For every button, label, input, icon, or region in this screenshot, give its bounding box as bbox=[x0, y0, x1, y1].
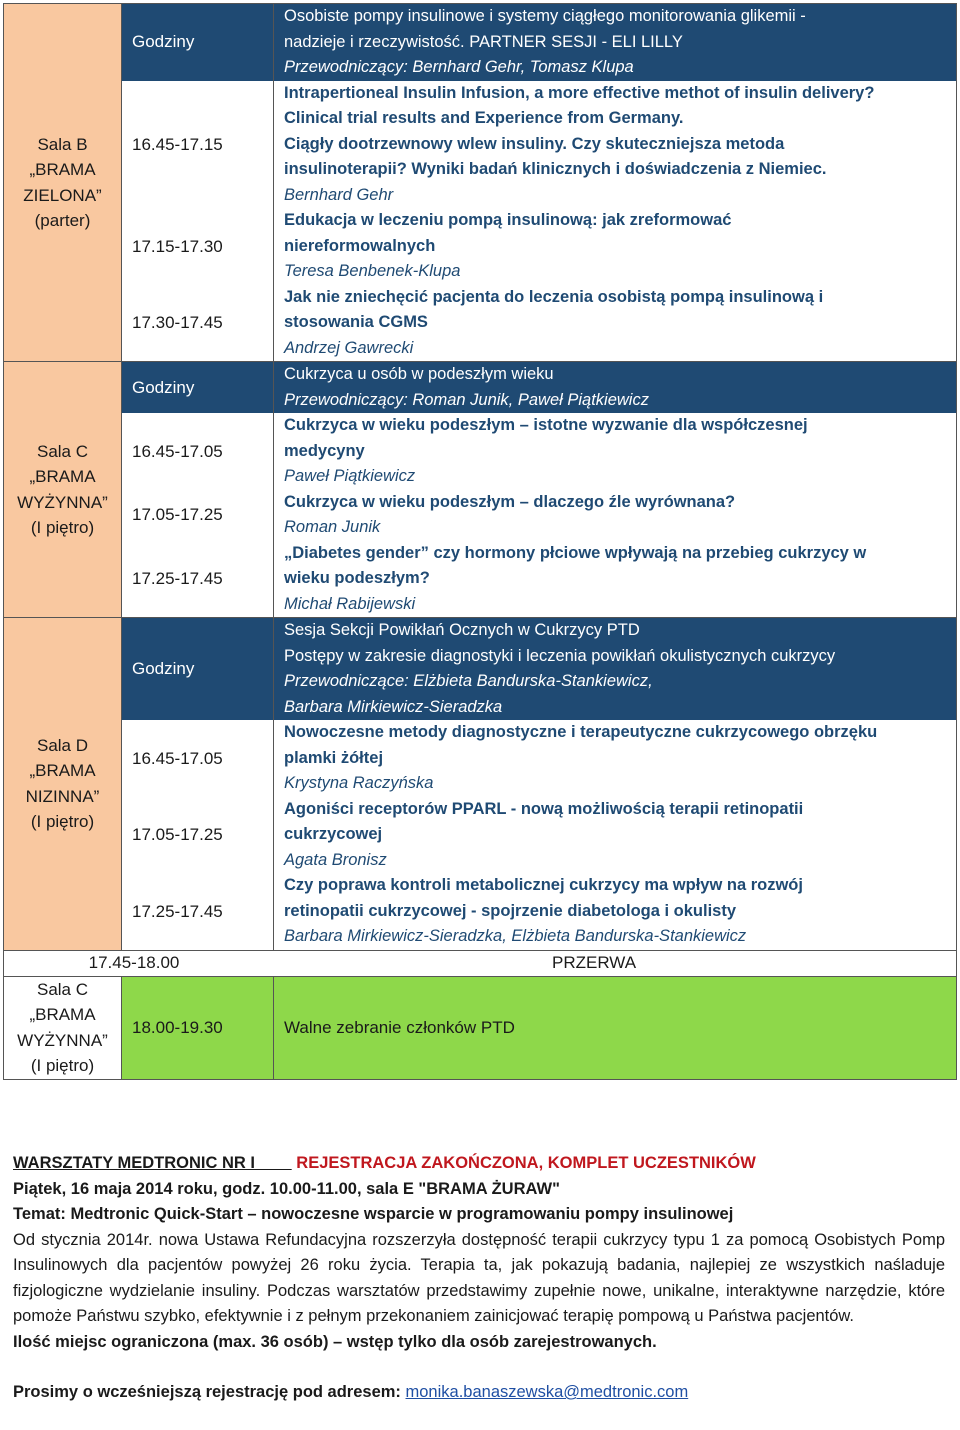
room-label-line: „BRAMA bbox=[29, 160, 96, 179]
talk-time: 16.45-17.05 bbox=[132, 441, 223, 461]
workshop-limit: Ilość miejsc ograniczona (max. 36 osób) – wstęp tylko dla osób zarejestrowanych. bbox=[13, 1332, 657, 1351]
talk-speaker: Barbara Mirkiewicz-Sieradzka, Elżbieta Bandurska-Stankiewicz bbox=[284, 927, 747, 945]
room-label-line: (I piętro) bbox=[30, 518, 95, 537]
hours-header: Godziny bbox=[122, 618, 273, 720]
talk-speaker: Roman Junik bbox=[284, 518, 381, 536]
room-label-line: Sala D bbox=[36, 735, 89, 755]
time-column bbox=[122, 618, 274, 951]
session-header-line: Barbara Mirkiewicz-Sieradzka bbox=[274, 695, 956, 721]
session-block bbox=[4, 4, 957, 362]
talk-title-line: retinopatii cukrzycowej - spojrzenie diabetologa i okulisty bbox=[284, 901, 737, 920]
hours-header: Godziny bbox=[122, 362, 273, 413]
meeting-row bbox=[4, 976, 957, 1079]
talk-time: 16.45-17.15 bbox=[132, 134, 223, 154]
room-label-line: NIZINNA” bbox=[25, 786, 100, 806]
talk-title-line: Edukacja w leczeniu pompą insulinową: jak zreformować bbox=[284, 211, 732, 229]
talk-speaker: Teresa Benbenek-Klupa bbox=[284, 262, 461, 280]
talk-title-line: Cukrzyca w wieku podeszłym – dlaczego źle wyrównana? bbox=[284, 492, 736, 511]
program-lines bbox=[274, 362, 956, 617]
registration-email-link[interactable]: monika.banaszewska@medtronic.com bbox=[405, 1383, 689, 1401]
session-header-line: Postępy w zakresie diagnostyki i leczenia powikłań okulistycznych cukrzycy bbox=[274, 644, 956, 670]
room-label-line: (parter) bbox=[34, 211, 91, 230]
program-column bbox=[274, 618, 957, 951]
talk-speaker: Paweł Piątkiewicz bbox=[284, 467, 416, 485]
room-cell bbox=[4, 362, 122, 618]
meeting-room-cell bbox=[4, 976, 122, 1079]
talk-title-line: Ciągły dootrzewnowy wlew insuliny. Czy skuteczniejsza metoda bbox=[284, 134, 785, 153]
talk-title-line: „Diabetes gender” czy hormony płciowe wpływają na przebieg cukrzycy w bbox=[284, 543, 867, 562]
session-block bbox=[4, 362, 957, 618]
room-label-line: „BRAMA bbox=[29, 467, 96, 486]
time-column bbox=[122, 4, 274, 362]
room-label-line: Sala C bbox=[36, 979, 89, 999]
schedule-table bbox=[3, 3, 957, 1080]
talk-title-line: Jak nie zniechęcić pacjenta do leczenia osobistą pompą insulinową i bbox=[284, 287, 824, 306]
session-header-line: Przewodniczące: Elżbieta Bandurska-Stankiewicz, bbox=[274, 669, 956, 695]
program-lines bbox=[274, 4, 956, 361]
talk-title-line: Czy poprawa kontroli metabolicznej cukrzycy ma wpływ na rozwój bbox=[284, 876, 803, 894]
session-block bbox=[4, 618, 957, 951]
talk-speaker: Michał Rabijewski bbox=[284, 594, 416, 613]
program-column bbox=[274, 362, 957, 618]
session-header-line: nadzieje i rzeczywistość. PARTNER SESJI - ELI LILLY bbox=[274, 30, 956, 56]
talk-time: 17.30-17.45 bbox=[132, 313, 223, 332]
room-label-line: ZIELONA” bbox=[23, 185, 102, 205]
room-label-line: (I piętro) bbox=[30, 812, 95, 832]
room-label-line: Sala C bbox=[36, 441, 89, 461]
talk-time: 17.25-17.45 bbox=[132, 569, 223, 588]
talk-title-line: Intrapertioneal Insulin Infusion, a more effective methot of insulin delivery? bbox=[284, 83, 875, 102]
talk-title-line: insulinoterapii? Wyniki badań klinicznych i doświadczenia z Niemiec. bbox=[284, 160, 827, 178]
talk-title-line: Cukrzyca w wieku podeszłym – istotne wyzwanie dla współczesnej bbox=[284, 416, 808, 434]
talk-speaker: Bernhard Gehr bbox=[284, 185, 394, 204]
register-label: Prosimy o wcześniejszą rejestrację pod adresem: bbox=[13, 1383, 406, 1401]
room-label-line: „BRAMA bbox=[29, 761, 96, 781]
talk-time: 17.25-17.45 bbox=[132, 901, 223, 921]
room-label-line: WYŻYNNA” bbox=[17, 1030, 108, 1050]
talk-time: 17.05-17.25 bbox=[132, 825, 223, 844]
talk-time: 16.45-17.05 bbox=[132, 748, 223, 768]
talk-title-line: Agoniści receptorów PPARL - nową możliwością terapii retinopatii bbox=[284, 799, 804, 818]
talk-title-line: medycyny bbox=[284, 441, 365, 460]
workshop-description: Od stycznia 2014r. nowa Ustawa Refundacyjna rozszerzyła dostępność terapii cukrzycy typu 1 za pomocą Osobistych Pomp Insulinowych dla pacjentów powyżej 26 roku życia. Terapia ta, jak pokazują badania, najlepiej ze wszystkich naśladuje fizjologiczne wydzielanie insuliny. Podczas warsztatów przedstawimy zupełnie nowe, unikalne, interaktywne narzędzie, które pomoże Państwu szybko, efektywnie i z pełnym przekonaniem zainicjować terapię pompową u Państwa pacjentów. bbox=[13, 1230, 945, 1325]
meeting-label: Walne zebranie członków PTD bbox=[274, 976, 957, 1079]
session-header-line: Przewodniczący: Roman Junik, Paweł Piątkiewicz bbox=[274, 388, 956, 414]
room-label-line: WYŻYNNA” bbox=[17, 492, 108, 512]
workshop-status: REJESTRACJA ZAKOŃCZONA, KOMPLET UCZESTNIKÓW bbox=[296, 1154, 756, 1172]
talk-title-line: plamki żółtej bbox=[284, 748, 384, 767]
talk-title-line: niereformowalnych bbox=[284, 236, 436, 255]
room-cell bbox=[4, 4, 122, 362]
time-column bbox=[122, 362, 274, 618]
talk-title-line: Clinical trial results and Experience from Germany. bbox=[284, 109, 684, 127]
room-label-line: „BRAMA bbox=[29, 1005, 96, 1024]
talk-title-line: stosowania CGMS bbox=[284, 313, 428, 331]
talk-title-line: Nowoczesne metody diagnostyczne i terapeutyczne cukrzycowego obrzęku bbox=[284, 723, 878, 741]
talk-time: 17.05-17.25 bbox=[132, 505, 223, 525]
pause-cell bbox=[4, 950, 957, 976]
workshop-title: WARSZTATY MEDTRONIC NR I bbox=[13, 1154, 255, 1172]
pause-row bbox=[4, 950, 957, 976]
pause-label: PRZERWA bbox=[552, 953, 637, 972]
talk-time: 17.15-17.30 bbox=[132, 236, 223, 256]
room-cell bbox=[4, 618, 122, 951]
talk-speaker: Agata Bronisz bbox=[284, 850, 387, 869]
workshop-info bbox=[13, 1151, 945, 1406]
pause-time: 17.45-18.00 bbox=[88, 953, 180, 972]
talk-title-line: wieku podeszłym? bbox=[284, 569, 430, 587]
session-header-line: Osobiste pompy insulinowe i systemy ciągłego monitorowania glikemii - bbox=[274, 4, 956, 30]
meeting-time: 18.00-19.30 bbox=[122, 976, 274, 1079]
program-column bbox=[274, 4, 957, 362]
room-label-line: (I piętro) bbox=[30, 1056, 95, 1075]
workshop-when: Piątek, 16 maja 2014 roku, godz. 10.00-11.00, sala E "BRAMA ŻURAW" bbox=[13, 1179, 560, 1198]
talk-title-line: cukrzycowej bbox=[284, 825, 383, 843]
hours-header: Godziny bbox=[122, 4, 273, 81]
session-header-line: Cukrzyca u osób w podeszłym wieku bbox=[274, 362, 956, 388]
room-label-line: Sala B bbox=[37, 134, 88, 154]
workshop-topic: Temat: Medtronic Quick-Start – nowoczesne wsparcie w programowaniu pompy insulinowej bbox=[13, 1205, 734, 1223]
session-header-line: Sesja Sekcji Powikłań Ocznych w Cukrzycy PTD bbox=[274, 618, 956, 644]
session-header-line: Przewodniczący: Bernhard Gehr, Tomasz Klupa bbox=[274, 55, 956, 81]
talk-speaker: Krystyna Raczyńska bbox=[284, 774, 434, 792]
talk-speaker: Andrzej Gawrecki bbox=[284, 338, 414, 357]
program-lines bbox=[274, 618, 956, 950]
